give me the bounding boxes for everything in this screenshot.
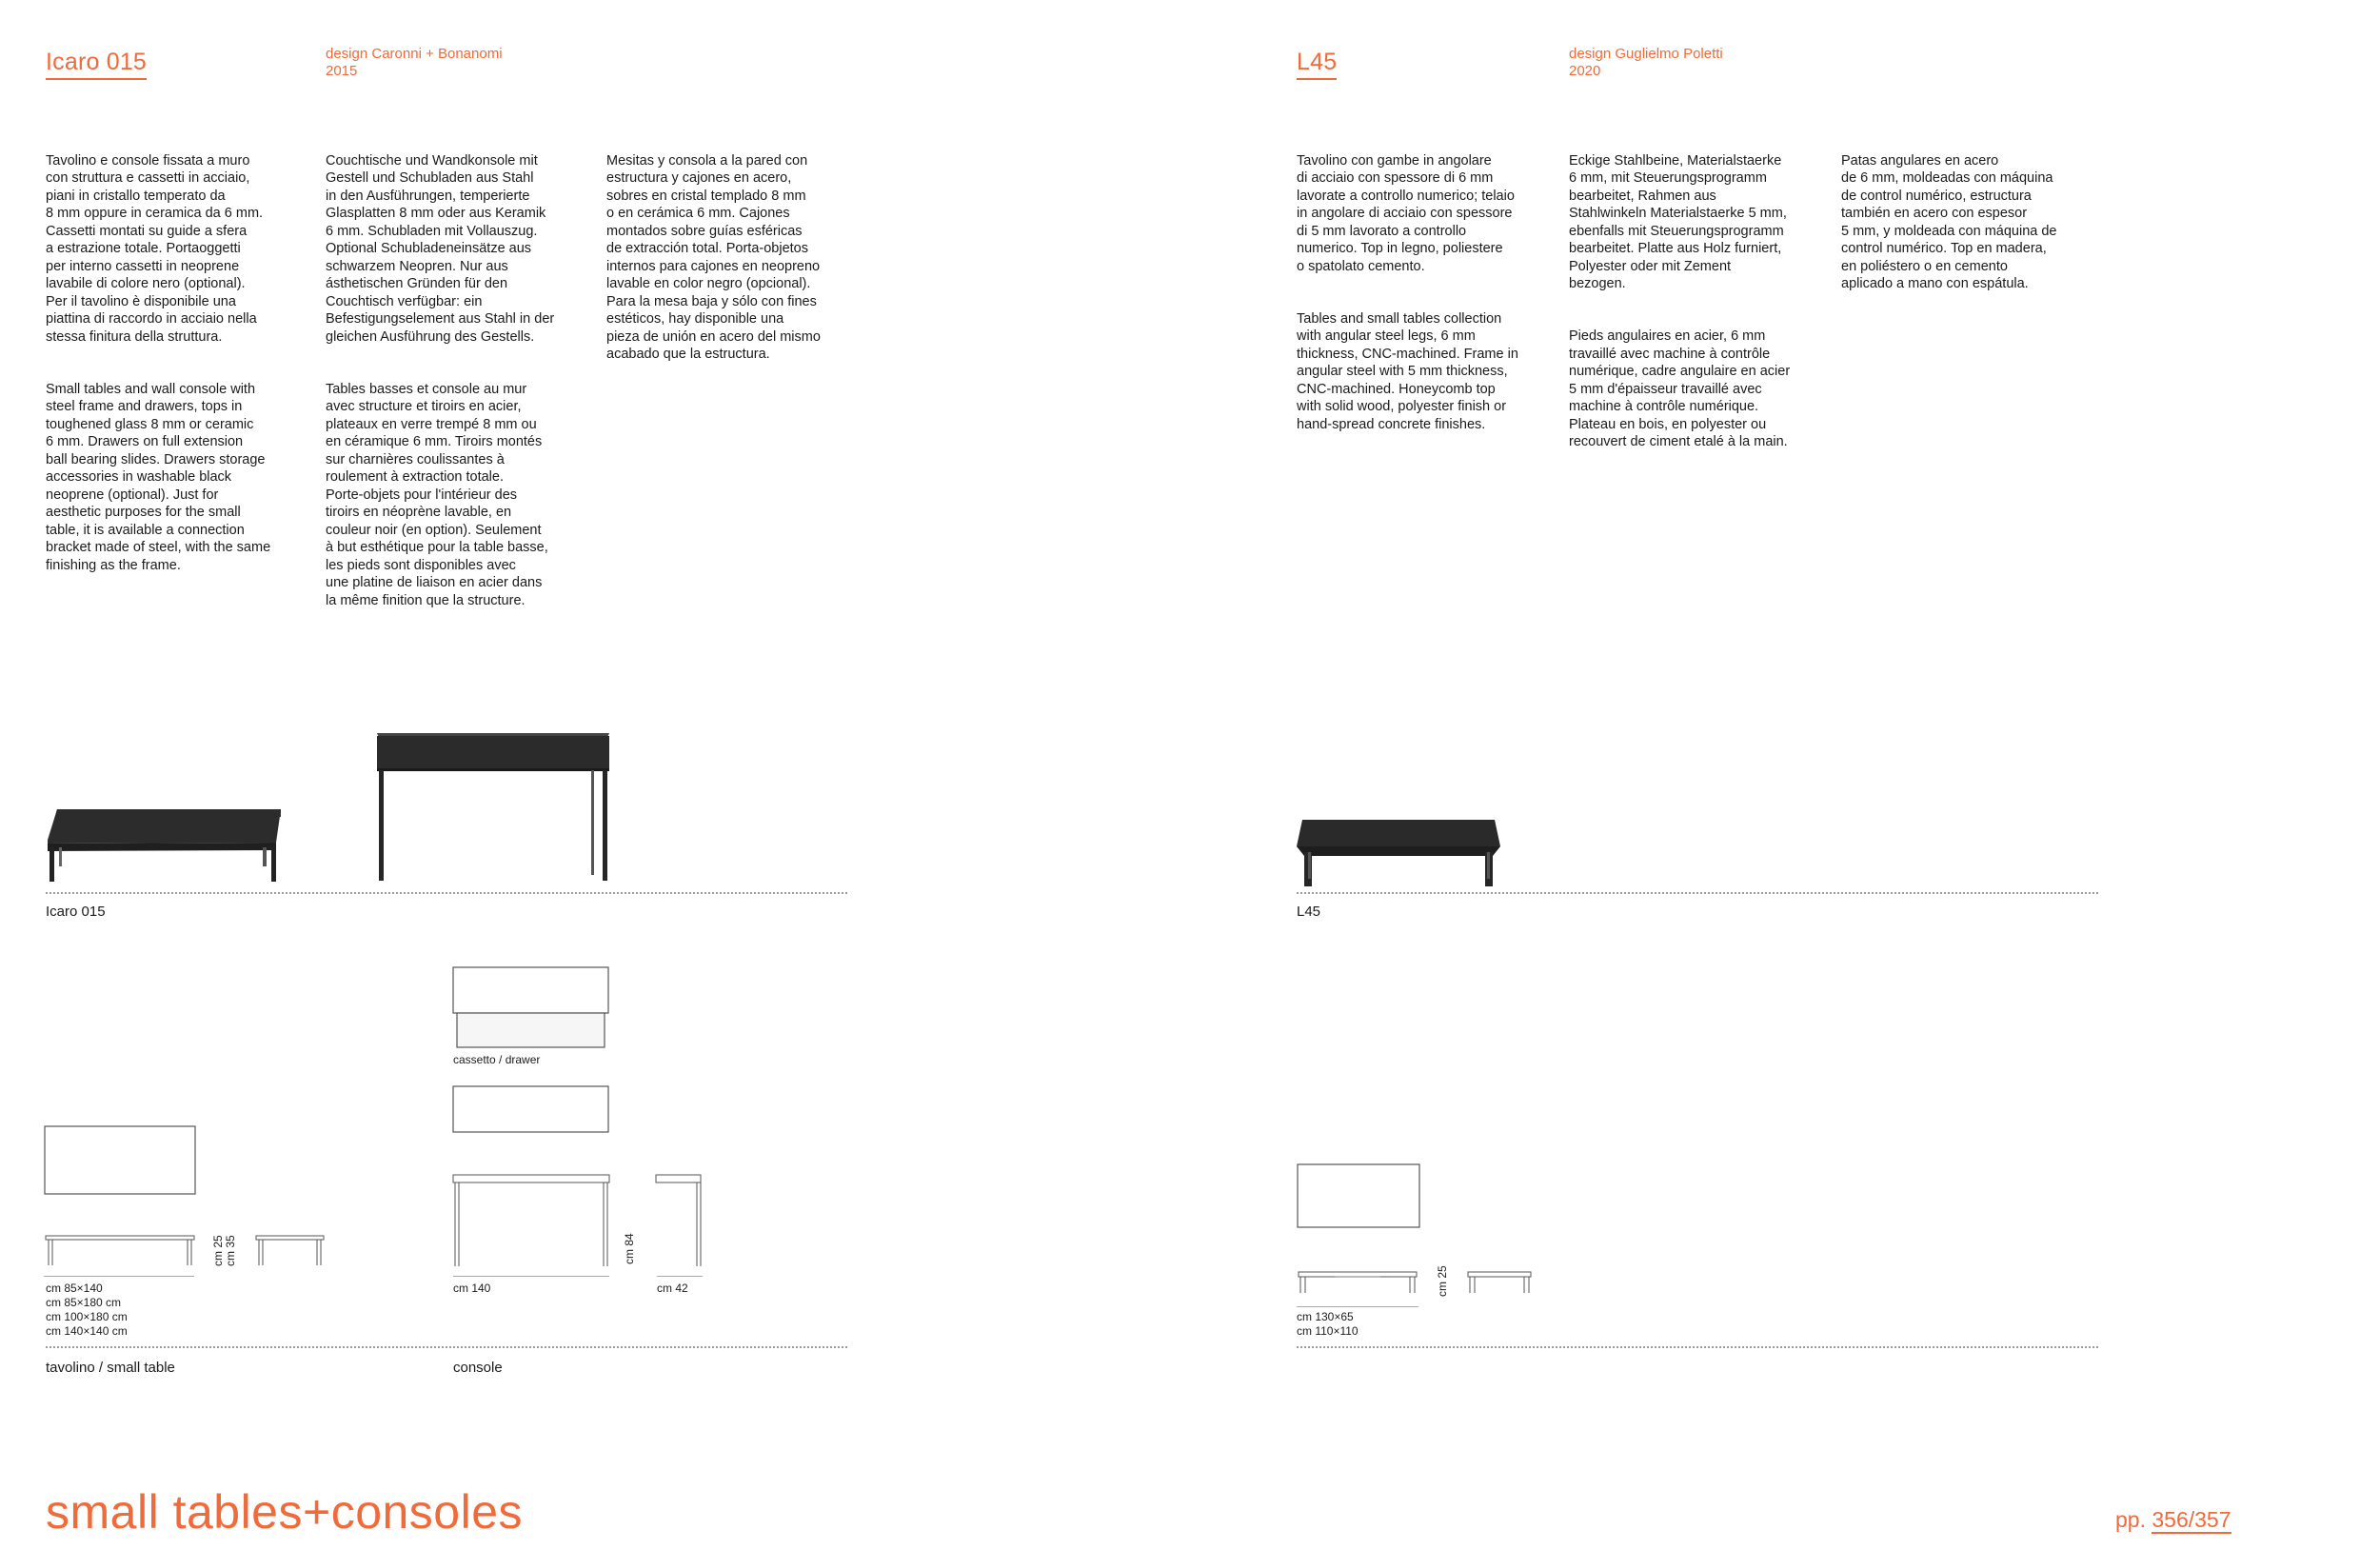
designer-name: design Caronni + Bonanomi — [326, 46, 503, 62]
section-title: small tables+consoles — [46, 1485, 524, 1539]
page-prefix: pp. — [2115, 1507, 2152, 1532]
icaro-small-table-photo — [38, 724, 286, 885]
divider-drawings — [46, 1346, 847, 1348]
description-french: Tables basses et console au mur avec structure et tiroirs en acier, plateaux en verre trempé 8 mm ou en céramique 6 mm. Tiroirs montés sur charnières coulissantes à roulement à extraction totale. Porte-objets pour l'intérieur des tiroirs en néoprène lavable, en couleur noir (en option). Seulement à but esthétique pour la table basse, les pieds sont disponibles avec une platine de liaison en acier dans la même finition que la structure. — [326, 381, 548, 608]
description-german: Couchtische und Wandkonsole mit Gestell und Schubladen aus Stahl in den Ausführungen, temperierte Glasplatten 8 mm oder aus Keramik 6 mm. Schubladen mit Vollauszug. Optional Schubladeneinsätze aus schwarzem Neopren. Nur aus ásthetischen Gründen für den Couchtisch verfügbar: ein Befestigungselement aus Stahl in der gleichen Ausführung des Gestells. — [326, 152, 555, 345]
small-table-plan-drawing — [44, 1125, 198, 1196]
l45-height: cm 25 — [1436, 1265, 1449, 1297]
designer-name: design Guglielmo Poletti — [1569, 46, 1723, 62]
description-col-3 — [606, 134, 892, 398]
l45-table-photo — [1295, 814, 1504, 890]
icaro-console-photo — [371, 728, 619, 885]
photo-caption-l45: L45 — [1297, 904, 1321, 920]
l45-dimension-line — [1297, 1306, 1418, 1307]
description-italian: Tavolino e console fissata a muro con struttura e cassetti in acciaio, piani in cristallo temperato da 8 mm oppure in ceramica da 6 mm. Cassetti montati su guide a sfera a estrazione totale. Portaoggetti per interno cassetti in neoprene lavabile di colore nero (optional). Per il tavolino è disponibile una piattina di raccordo in acciaio nella stessa finitura della struttura. — [46, 152, 264, 345]
l45-description-col-2 — [1569, 134, 1854, 486]
l45-plan-drawing — [1297, 1163, 1422, 1230]
divider-photos — [46, 892, 847, 894]
product-title-icaro — [46, 48, 147, 80]
description-col-1 — [46, 134, 322, 609]
small-table-height-25: cm 25 — [211, 1235, 225, 1266]
product-title-text: L45 — [1297, 48, 1337, 80]
console-dimension-line — [453, 1276, 609, 1277]
photo-caption-icaro: Icaro 015 — [46, 904, 106, 920]
drawer-label: cassetto / drawer — [453, 1053, 541, 1066]
page-number-range: 356/357 — [2152, 1507, 2231, 1532]
designer-credit-l45 — [1569, 46, 1723, 80]
caption-small-table: tavolino / small table — [46, 1360, 175, 1376]
console-height: cm 84 — [623, 1233, 636, 1264]
console-top-plan-drawing — [452, 1085, 612, 1135]
console-depth-line — [657, 1276, 703, 1277]
description-spanish: Mesitas y consola a la pared con estructura y cajones en acero, sobres en cristal templado 8 mm o en cerámica 6 mm. Cajones montados sobre guías esféricas de extracción total. Porta-objetos internos para cajones en neopreno lavable en color negro (opcional). Para la mesa baja y sólo con fines estéticos, hay disponible una pieza de unión en acero del mismo acabado que la estructura. — [606, 152, 821, 362]
l45-divider-drawings — [1297, 1346, 2098, 1348]
description-english: Tables and small tables collection with angular steel legs, 6 mm thickness, CNC-machined. Frame in angular steel with 5 mm thickness, CNC-machined. Honeycomb top with solid wood, polyester finish or hand-spread concrete finishes. — [1297, 310, 1518, 432]
l45-elevation-drawing — [1297, 1268, 1420, 1297]
l45-description-col-1 — [1297, 134, 1573, 468]
caption-console: console — [453, 1360, 503, 1376]
small-table-elevation-drawing — [44, 1231, 198, 1269]
designer-credit-icaro — [326, 46, 503, 80]
description-italian: Tavolino con gambe in angolare di acciaio con spessore di 6 mm lavorate a controllo numerico; telaio in angolare di acciaio con spessore di 5 mm lavorato a controllo numerico. Top in legno, poliestere o spatolato cemento. — [1297, 152, 1515, 274]
small-table-height-35: cm 35 — [224, 1235, 237, 1266]
product-title-text: Icaro 015 — [46, 48, 147, 80]
l45-description-col-3 — [1841, 134, 2127, 328]
description-english: Small tables and wall console with steel frame and drawers, tops in toughened glass 8 mm or ceramic 6 mm. Drawers on full extension ball bearing slides. Drawers storage accessories in washable black neoprene (optional). Just for aesthetic purposes for the small table, it is available a connection bracket made of steel, with the same finishing as the frame. — [46, 381, 271, 573]
product-title-l45 — [1297, 48, 1337, 80]
small-table-dimension-line — [44, 1276, 194, 1277]
description-french: Pieds angulaires en acier, 6 mm travaillé avec machine à contrôle numérique, cadre angulaire en acier 5 mm d'épaisseur travaillé avec machine à contrôle numérique. Plateau en bois, en polyester ou recouvert de ciment etalé à la main. — [1569, 328, 1791, 449]
page-numbers — [2115, 1506, 2231, 1533]
l45-side-drawing — [1466, 1268, 1535, 1297]
description-spanish: Patas angulares en acero de 6 mm, moldeadas con máquina de control numérico, estructura también en acero con espesor 5 mm, y moldeada con máquina de control numérico. Top en madera, en poliéstero o en cemento aplicado a mano con espátula. — [1841, 152, 2057, 291]
description-col-2 — [326, 134, 611, 645]
small-table-sizes: cm 85×140 cm 85×180 cm cm 100×180 cm cm 140×140 cm — [46, 1282, 128, 1338]
l45-divider-photos — [1297, 892, 2098, 894]
console-drawer-drawing — [452, 966, 614, 1052]
small-table-side-drawing — [254, 1231, 327, 1269]
description-german: Eckige Stahlbeine, Materialstaerke 6 mm, mit Steuerungsprogramm bearbeitet, Rahmen aus Stahlwinkeln Materialstaerke 5 mm, ebenfalls mit Steuerungsprogramm bearbeitet. Platte aus Holz furniert, Polyester oder mit Zement bezogen. — [1569, 152, 1787, 291]
console-side-elevation-drawing — [655, 1171, 704, 1268]
l45-sizes: cm 130×65 cm 110×110 — [1297, 1310, 1359, 1338]
design-year: 2020 — [1569, 63, 1601, 79]
console-width: cm 140 — [453, 1282, 491, 1295]
console-depth: cm 42 — [657, 1282, 688, 1295]
design-year: 2015 — [326, 63, 358, 79]
console-front-elevation-drawing — [451, 1171, 615, 1268]
